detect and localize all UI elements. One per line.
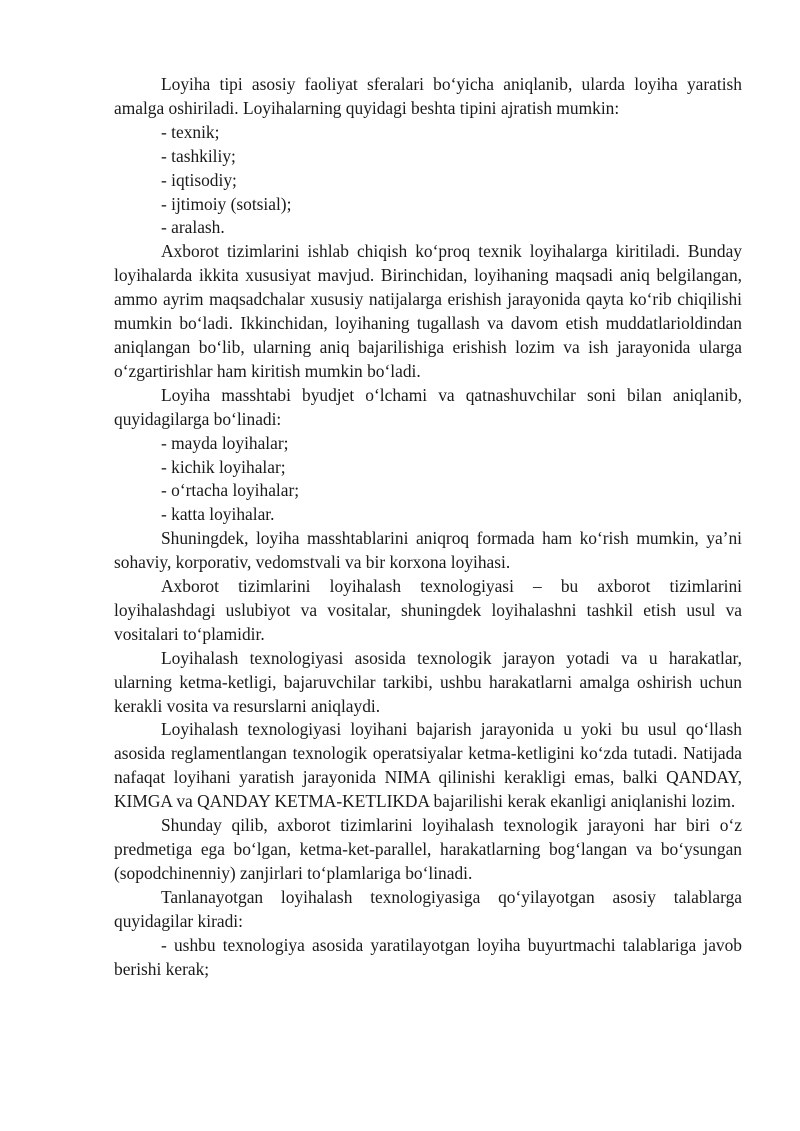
list-item: - kichik loyihalar; xyxy=(161,456,286,477)
paragraph-6: Loyihalash texnologiyasi asosida texnologik jarayon yotadi va u harakatlar, ularning ketma-ketligi, bajaruvchilar tarkibi, ushbu harakatlarni amalga oshirish uchun kerakli vosita va resurslarni aniqlaydi. xyxy=(114,647,742,716)
list-item: - iqtisodiy; xyxy=(161,169,237,190)
paragraph-9: Tanlanayotgan loyihalash texnologiyasiga qo‘yilayotgan asosiy talablarga quyidagilar kiradi: xyxy=(114,886,742,931)
list-item: - katta loyihalar. xyxy=(161,504,275,525)
list-item: - tashkiliy; xyxy=(161,145,236,166)
paragraph-10: - ushbu texnologiya asosida yaratilayotgan loyiha buyurtmachi talablariga javob berishi kerak; xyxy=(114,934,742,979)
list-item: - texnik; xyxy=(161,121,220,142)
paragraph-2: Axborot tizimlarini ishlab chiqish ko‘proq texnik loyihalarga kiritiladi. Bunday loyihalarda ikkita xususiyat mavjud. Birinchidan, loyihaning maqsadi aniq belgilangan, ammo ayrim maqsadchalar xususiy natijalarga erishish jarayonida qayta ko‘rib chiqilishi mumkin bo‘ladi. Ikkinchidan, loyihaning tugallash va davom etish muddatlarioldindan aniqlangan bo‘lib, ularning aniq bajarilishiga erishish lozim va ish jarayonida ularga o‘zgartirishlar ham kiritish mumkin bo‘ladi. xyxy=(114,241,742,381)
list-item: - mayda loyihalar; xyxy=(161,432,289,453)
document-page xyxy=(114,73,742,981)
list-item: - ijtimoiy (sotsial); xyxy=(161,193,292,214)
list-item: - o‘rtacha loyihalar; xyxy=(161,480,300,501)
paragraph-4: Shuningdek, loyiha masshtablarini aniqroq formada ham ko‘rish mumkin, ya’ni sohaviy, korporativ, vedomstvali va bir korxona loyihasi. xyxy=(114,528,742,573)
paragraph-7: Loyihalash texnologiyasi loyihani bajarish jarayonida u yoki bu usul qo‘llash asosida reglamentlangan texnologik operatsiyalar ketma-ketligini ko‘zda tutadi. Natijada nafaqat loyihani yaratish jarayonida NIMA qilinishi kerakligi emas, balki QANDAY, KIMGA va QANDAY KETMA-KETLIKDA bajarilishi kerak ekanligi aniqlanishi lozim. xyxy=(114,719,742,812)
paragraph-5: Axborot tizimlarini loyihalash texnologiyasi – bu axborot tizimlarini loyihalashdagi uslubiyot va vositalar, shuningdek loyihalashni tashkil etish usul va vositalari to‘plamidir. xyxy=(114,576,742,644)
paragraph-1: Loyiha tipi asosiy faoliyat sferalari bo‘yicha aniqlanib, ularda loyiha yaratish amalga oshiriladi. Loyihalarning quyidagi beshta tipini ajratish mumkin: xyxy=(114,74,742,118)
paragraph-8: Shunday qilib, axborot tizimlarini loyihalash texnologik jarayoni har biri o‘z predmetiga ega bo‘lgan, ketma-ket-parallel, harakatlarning bog‘langan va bo‘ysungan (sopodchinenniy) zanjirlari to‘plamlariga bo‘linadi. xyxy=(114,815,742,883)
paragraph-3: Loyiha masshtabi byudjet o‘lchami va qatnashuvchilar soni bilan aniqlanib, quyidagilarga bo‘linadi: xyxy=(114,384,742,429)
list-item: - aralash. xyxy=(161,217,225,238)
